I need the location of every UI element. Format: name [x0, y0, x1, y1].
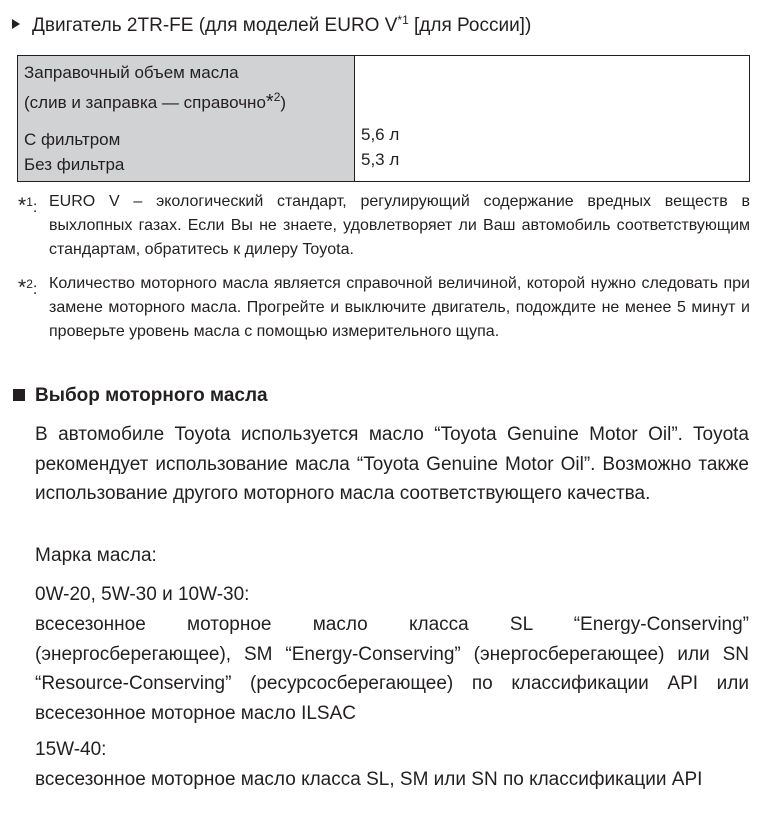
- section-title-text: Выбор моторного масла: [35, 385, 268, 406]
- footnote-2-mark: [18, 272, 37, 302]
- oil-capacity-label-line1: Заправочный объем масла: [24, 63, 239, 82]
- engine-heading-text: Двигатель 2TR-FE (для моделей EURO V: [32, 15, 398, 36]
- footnote-2: [18, 272, 750, 344]
- footnote-2-colon: :: [32, 281, 38, 298]
- footnote-2-number: 2: [26, 277, 33, 291]
- intro-paragraph: В автомобиле Toyota используется масло “Toyota Genuine Motor Oil”. Toyota рекомендует использование масла “Toyota Genuine Motor Oil”. Возможно также использование другого моторного масла соответствующего качества.: [35, 424, 749, 504]
- footnote-1-star: *: [18, 194, 27, 217]
- oil-capacity-value-cell: [355, 56, 750, 182]
- table-row-value: 5,3 л: [361, 150, 400, 169]
- footnote-2-text: Количество моторного масла является справочной величиной, которой нужно следовать при замене моторного масла. Прогрейте и выключите двигатель, подождите не менее 5 минут и проверьте уровень масла с помощью измерительного щупа.: [49, 275, 750, 340]
- footnote-1-colon: :: [32, 199, 38, 216]
- engine-heading-tail: [для России]): [408, 15, 532, 36]
- footnote-2-star: *: [18, 276, 27, 299]
- section-title: [13, 382, 268, 410]
- grade2-title: 15W-40:: [35, 739, 107, 760]
- table-row-value: 5,6 л: [361, 125, 400, 144]
- oil-capacity-sup: 2: [273, 90, 281, 104]
- oil-capacity-close: ): [280, 93, 287, 112]
- grade2-text: всесезонное моторное масло класса SL, SM или SN по классификации API: [35, 769, 703, 790]
- oil-capacity-label-line2: [24, 85, 348, 115]
- table-row-label: С фильтром: [24, 130, 121, 149]
- footnote-1-number: 1: [26, 195, 33, 209]
- grade-label: Марка масла:: [35, 545, 157, 566]
- grade1-text: всесезонное моторное масло класса SL “Energy-Conserving” (энергосберегающее), SM “Energy-Conserving” (энергосберегающее) или SN “Resource-Conserving” (ресурсосберегающее) по классификации API или всесезонное моторное масло ILSAC: [35, 614, 749, 724]
- square-bullet-icon: [13, 389, 25, 401]
- footnote-1-mark: [18, 190, 37, 220]
- oil-capacity-label-cell: [18, 56, 355, 182]
- footnote-1: [18, 190, 750, 262]
- engine-heading-footnote-mark: *1: [397, 13, 409, 27]
- table-row-label: Без фильтра: [24, 155, 125, 174]
- grade1-title: 0W-20, 5W-30 и 10W-30:: [35, 584, 250, 605]
- oil-capacity-star: *: [265, 91, 274, 113]
- engine-heading: [12, 6, 531, 40]
- oil-capacity-table: [17, 55, 750, 182]
- footnote-1-text: EURO V – экологический стандарт, регулирующий содержание вредных веществ в выхлопных газах. Если Вы не знаете, удовлетворяет ли Ваш автомобиль соответствующим стандартам, обратитесь к дилеру Toyota.: [49, 193, 750, 258]
- oil-capacity-label-line2-text: (слив и заправка — справочно: [24, 93, 266, 112]
- triangle-bullet-icon: [12, 19, 20, 29]
